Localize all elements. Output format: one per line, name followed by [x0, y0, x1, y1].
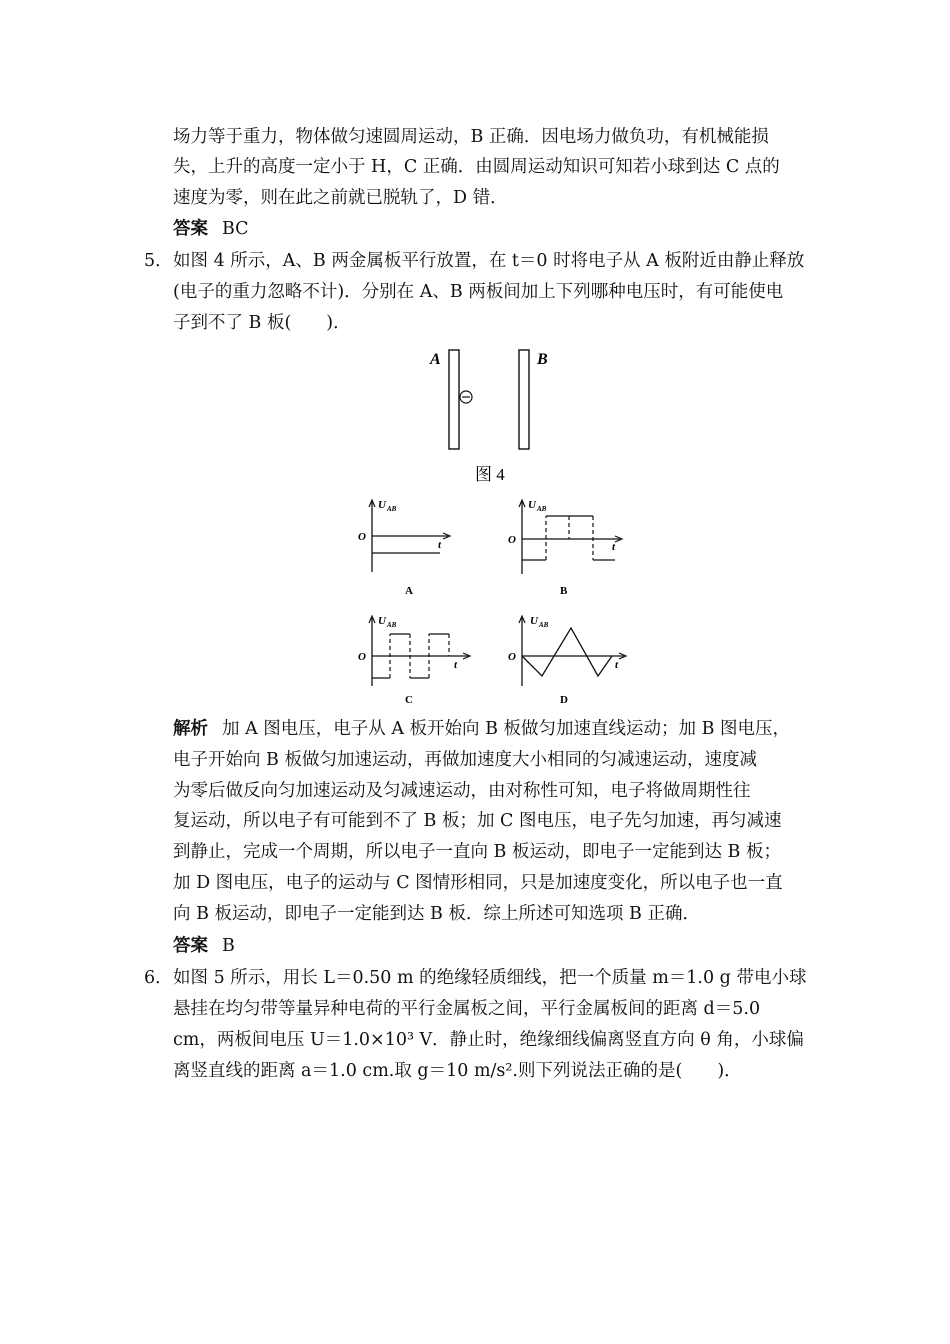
answer-label: 答案 [173, 936, 208, 956]
q6-line-2: 悬挂在均匀带等量异种电荷的平行金属板之间，平行金属板间的距离 d＝5.0 [173, 999, 761, 1019]
answer-value: BC [222, 219, 249, 239]
origin-label: O [508, 534, 516, 546]
x-label: t [612, 541, 616, 553]
option-c-label: C [405, 694, 413, 706]
analysis-label: 解析 [173, 719, 208, 739]
y-sub: AB [537, 505, 547, 513]
origin-label: O [508, 651, 516, 663]
plate-a [449, 350, 459, 449]
option-a-label: A [405, 585, 413, 597]
analysis-line-3: 为零后做反向匀加速运动及匀减速运动，由对称性可知，电子将做周期性往 [173, 781, 751, 801]
q6-line-3: cm，两板间电压 U＝1.0×10³ V．静止时，绝缘细线偏离竖直方向 θ 角，小球偏 [173, 1030, 804, 1050]
option-d-label: D [560, 694, 568, 706]
option-b-label: B [560, 585, 568, 597]
graph-b [500, 494, 630, 606]
analysis-line-6: 加 D 图电压，电子的运动与 C 图情形相同，只是加速度变化，所以电子也一直 [173, 873, 783, 893]
figure-4-caption: 图 4 [475, 465, 505, 484]
q6-line-4: 离竖直线的距离 a＝1.0 cm.取 g＝10 m/s².则下列说法正确的是( )． [173, 1061, 742, 1081]
q5-line-3: 子到不了 B 板( )． [173, 313, 351, 333]
answer-label: 答案 [173, 219, 208, 239]
plate-b-label: B [537, 351, 548, 368]
analysis-line-5: 到静止，完成一个周期，所以电子一直向 B 板运动，即电子一定能到达 B 板； [173, 842, 781, 862]
q5-answer [173, 931, 235, 961]
q6-line-1: 如图 5 所示，用长 L＝0.50 m 的绝缘轻质细线，把一个质量 m＝1.0 g 带电小球 [173, 968, 807, 988]
origin-label: O [358, 651, 366, 663]
prev-line-1: 场力等于重力，物体做匀速圆周运动，B 正确．因电场力做负功，有机械能损 [173, 127, 769, 147]
y-label: U [378, 499, 386, 511]
plate-a-label: A [430, 351, 441, 368]
x-label: t [454, 659, 458, 671]
analysis-line-7: 向 B 板运动，即电子一定能到达 B 板．综上所述可知选项 B 正确． [173, 904, 700, 924]
figure-4 [400, 340, 600, 490]
analysis-text-1: 加 A 图电压，电子从 A 板开始向 B 板做匀加速直线运动；加 B 图电压， [222, 719, 790, 739]
y-sub: AB [387, 621, 397, 629]
graph-a [350, 494, 460, 606]
y-sub: AB [387, 505, 397, 513]
y-label: U [530, 615, 538, 627]
answer-value: B [222, 936, 235, 956]
prev-answer [173, 214, 249, 244]
x-label: t [438, 539, 442, 551]
q6-number: 6． [144, 968, 173, 988]
graph-d [500, 612, 630, 712]
prev-line-3: 速度为零，则在此之前就已脱轨了，D 错． [173, 188, 508, 208]
origin-label: O [358, 531, 366, 543]
analysis-line-4: 复运动，所以电子有可能到不了 B 板；加 C 图电压，电子先匀加速，再匀减速 [173, 811, 782, 831]
y-label: U [528, 499, 536, 511]
prev-line-2: 失，上升的高度一定小于 H，C 正确．由圆周运动知识可知若小球到达 C 点的 [173, 157, 780, 177]
analysis-line-1 [173, 714, 790, 744]
y-label: U [378, 615, 386, 627]
plate-b [519, 350, 529, 449]
q5-number: 5． [144, 251, 173, 271]
x-label: t [615, 659, 619, 671]
graph-c [350, 612, 480, 712]
q5-line-1: 如图 4 所示，A、B 两金属板平行放置，在 t＝0 时将电子从 A 板附近由静止释放 [173, 251, 805, 271]
q5-line-2: (电子的重力忽略不计)．分别在 A、B 两板间加上下列哪种电压时，有可能使电 [173, 282, 784, 302]
analysis-line-2: 电子开始向 B 板做匀加速运动，再做加速度大小相同的匀减速运动，速度减 [173, 750, 757, 770]
y-sub: AB [539, 621, 549, 629]
